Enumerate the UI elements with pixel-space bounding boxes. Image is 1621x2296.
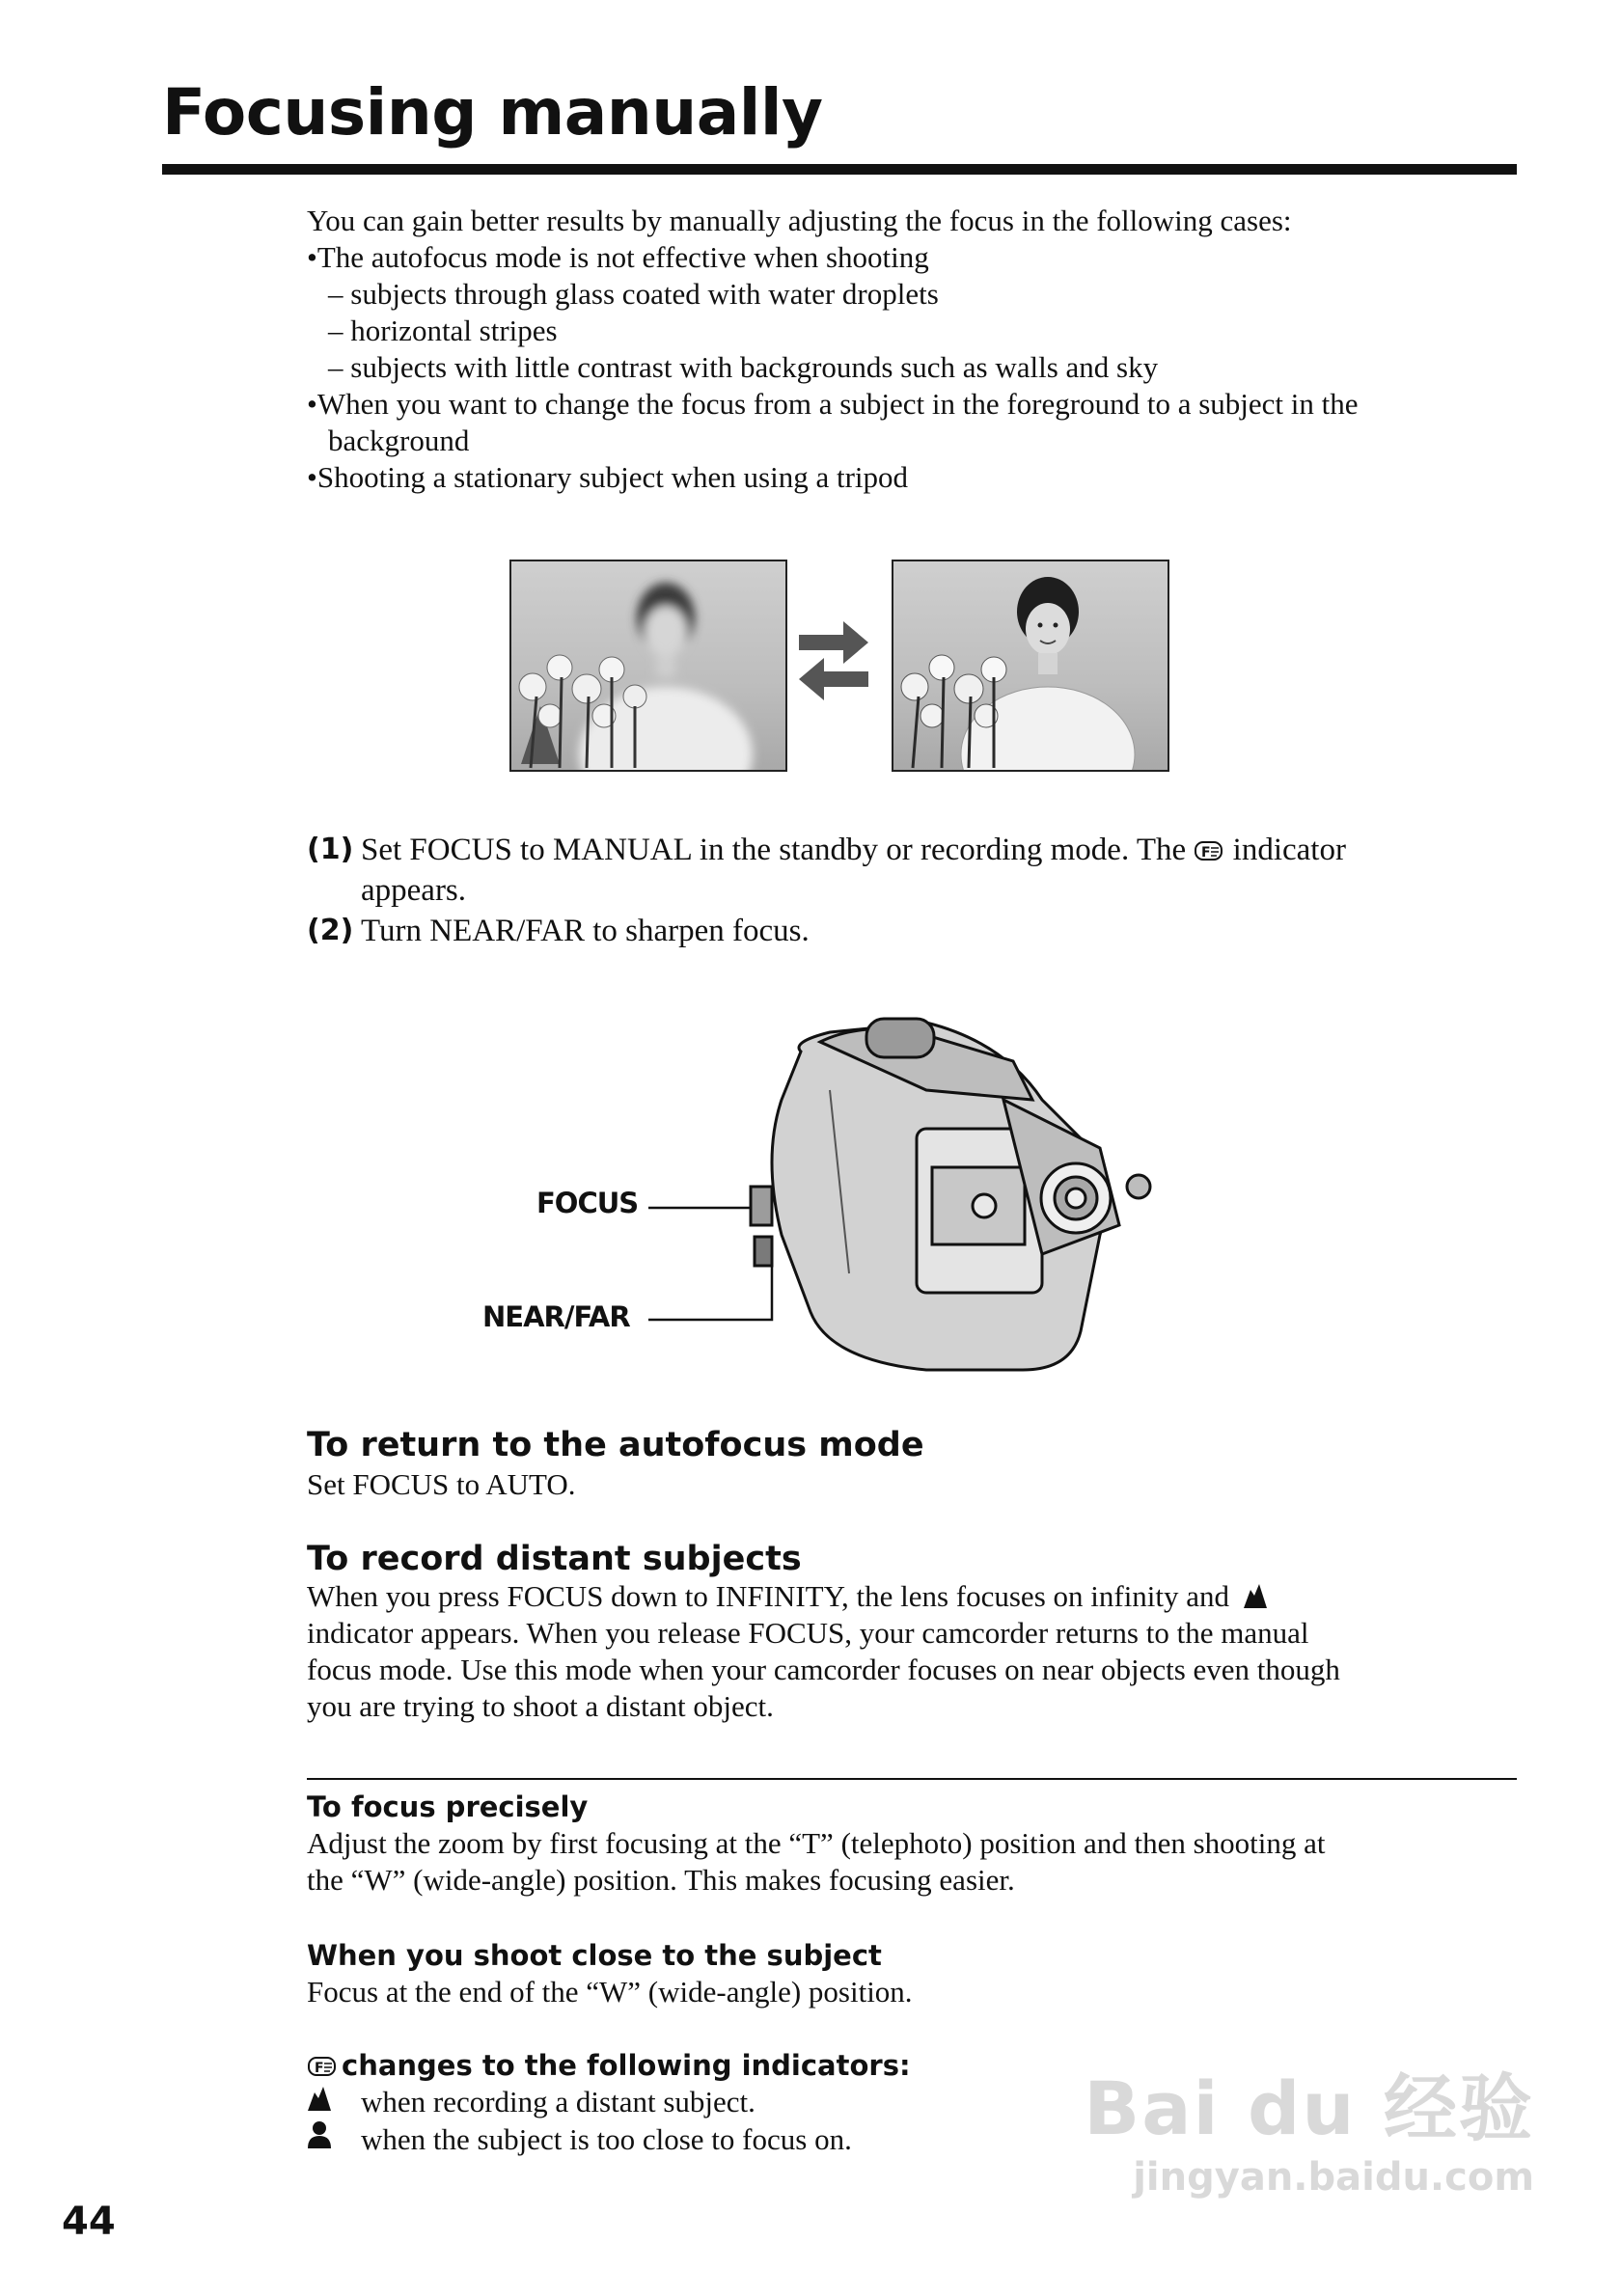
distant-body — [307, 1578, 1523, 1725]
step-text-cont: appears. — [361, 873, 467, 908]
blurred-photo — [509, 560, 787, 772]
intro-lead: You can gain better results by manually adjusting the focus in the following cases: — [307, 204, 1292, 237]
indicator-text: when recording a distant subject. — [361, 2085, 756, 2118]
arrow-right-icon — [799, 621, 868, 664]
watermark — [1084, 2050, 1534, 2200]
person-icon — [307, 2120, 332, 2149]
svg-text:F: F — [1201, 845, 1211, 861]
infinity-mountain-icon — [1243, 1582, 1268, 1609]
step-item — [307, 911, 1523, 951]
page-number: 44 — [62, 2200, 116, 2244]
step-number: (2) — [307, 914, 354, 947]
camcorder-diagram — [637, 984, 1177, 1389]
intro-bullet-cont: background — [328, 424, 470, 457]
intro-bullet: •When you want to change the focus from a subject in the foreground to a subject in the — [307, 387, 1359, 421]
distant-line: focus mode. Use this mode when your camcorder focuses on near objects even though — [307, 1653, 1340, 1686]
title-rule — [162, 164, 1517, 175]
precise-body — [307, 1825, 1523, 1899]
intro-bullet: •The autofocus mode is not effective when shooting — [307, 240, 929, 274]
sharp-photo-art — [893, 561, 1168, 770]
blurred-photo-art — [511, 561, 785, 770]
manual-focus-icon — [1194, 839, 1224, 862]
camcorder-body — [751, 1019, 1150, 1370]
intro-dash: – subjects with little contrast with backgrounds such as walls and sky — [328, 350, 1159, 384]
intro-dash: – horizontal stripes — [328, 314, 558, 347]
autofocus-heading: To return to the autofocus mode — [307, 1426, 924, 1464]
step-number: (1) — [307, 833, 354, 866]
step-item — [307, 830, 1523, 911]
distant-heading: To record distant subjects — [307, 1540, 802, 1578]
intro-dash: – subjects through glass coated with water droplets — [328, 277, 939, 311]
indicators-heading-row — [307, 2049, 911, 2082]
distant-line: When you press FOCUS down to INFINITY, the lens focuses on infinity and — [307, 1579, 1230, 1613]
nearfar-callout-label: NEAR/FAR — [482, 1300, 630, 1333]
focus-callout-label: FOCUS — [536, 1187, 639, 1219]
steps-list — [307, 830, 1523, 951]
notes-divider — [307, 1778, 1517, 1780]
watermark-url: jingyan.baidu.com — [1133, 2155, 1534, 2200]
precise-line: the “W” (wide-angle) position. This makes focusing easier. — [307, 1863, 1015, 1897]
step-text: Set FOCUS to MANUAL in the standby or recording mode. The — [361, 833, 1187, 867]
close-body: Focus at the end of the “W” (wide-angle) position. — [307, 1975, 913, 2009]
precise-line: Adjust the zoom by first focusing at the “T” (telephoto) position and then shooting at — [307, 1826, 1326, 1860]
distant-line: indicator appears. When you release FOCUS, your camcorder returns to the manual — [307, 1616, 1309, 1650]
watermark-brand: Bai du 经验 — [1084, 2065, 1534, 2151]
autofocus-body: Set FOCUS to AUTO. — [307, 1467, 576, 1501]
indicators-heading: changes to the following indicators: — [342, 2049, 911, 2082]
close-heading: When you shoot close to the subject — [307, 1939, 882, 1972]
arrow-left-icon — [799, 658, 868, 700]
step-text: Turn NEAR/FAR to sharpen focus. — [361, 914, 810, 948]
intro-list — [307, 203, 1523, 496]
intro-bullet: •Shooting a stationary subject when using a tripod — [307, 460, 909, 494]
sharp-photo — [892, 560, 1169, 772]
manual-focus-icon — [307, 2055, 338, 2078]
precise-heading: To focus precisely — [307, 1790, 589, 1823]
mountain-icon — [307, 2085, 332, 2112]
step-text: indicator — [1232, 833, 1346, 867]
nearfar-leader-line — [648, 1262, 772, 1320]
svg-text:F: F — [315, 2061, 324, 2076]
page-title: Focusing manually — [162, 75, 823, 150]
distant-line: you are trying to shoot a distant object. — [307, 1689, 774, 1723]
indicator-text: when the subject is too close to focus on. — [361, 2121, 852, 2156]
toggle-arrows — [795, 617, 872, 704]
